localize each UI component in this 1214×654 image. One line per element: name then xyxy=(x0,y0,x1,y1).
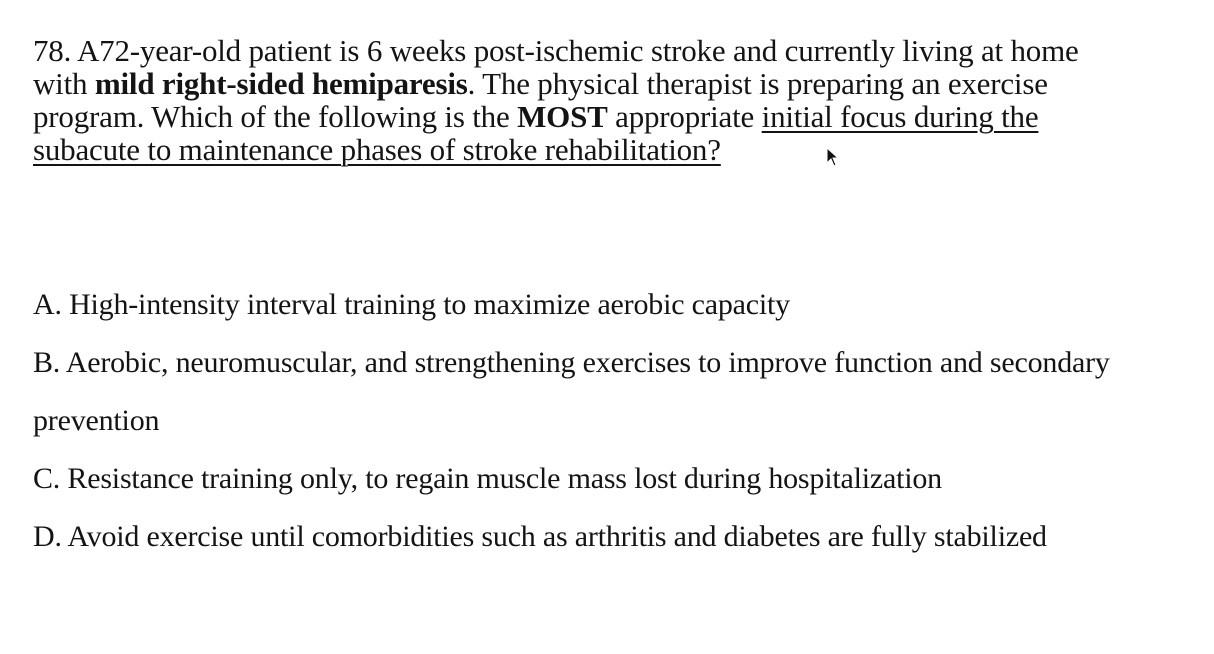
answer-options xyxy=(33,276,1153,566)
question-text-part1: 78. A72-year-old patient is 6 weeks post-ischemic stroke and currently living at home with xyxy=(33,33,1079,101)
question-text-part3: appropriate xyxy=(607,99,762,134)
question-stem xyxy=(33,34,1113,166)
mouse-pointer-icon xyxy=(826,147,840,167)
option-c[interactable]: C. Resistance training only, to regain muscle mass lost during hospitalization xyxy=(33,462,942,495)
question-underlined-focus: initial focus during the subacute to maintenance phases of stroke rehabilitation? xyxy=(33,99,1039,167)
option-d[interactable]: D. Avoid exercise until comorbidities such as arthritis and diabetes are fully stabilized xyxy=(33,520,1047,553)
question-text-part2: . The physical therapist is preparing an exercise program. Which of the following is the xyxy=(33,66,1048,134)
option-b[interactable]: B. Aerobic, neuromuscular, and strengthening exercises to improve function and secondary prevention xyxy=(33,346,1110,437)
question-emphasis-hemiparesis: mild right-sided hemiparesis xyxy=(94,66,468,101)
question-emphasis-most: MOST xyxy=(517,99,608,134)
option-a[interactable]: A. High-intensity interval training to maximize aerobic capacity xyxy=(33,288,790,321)
